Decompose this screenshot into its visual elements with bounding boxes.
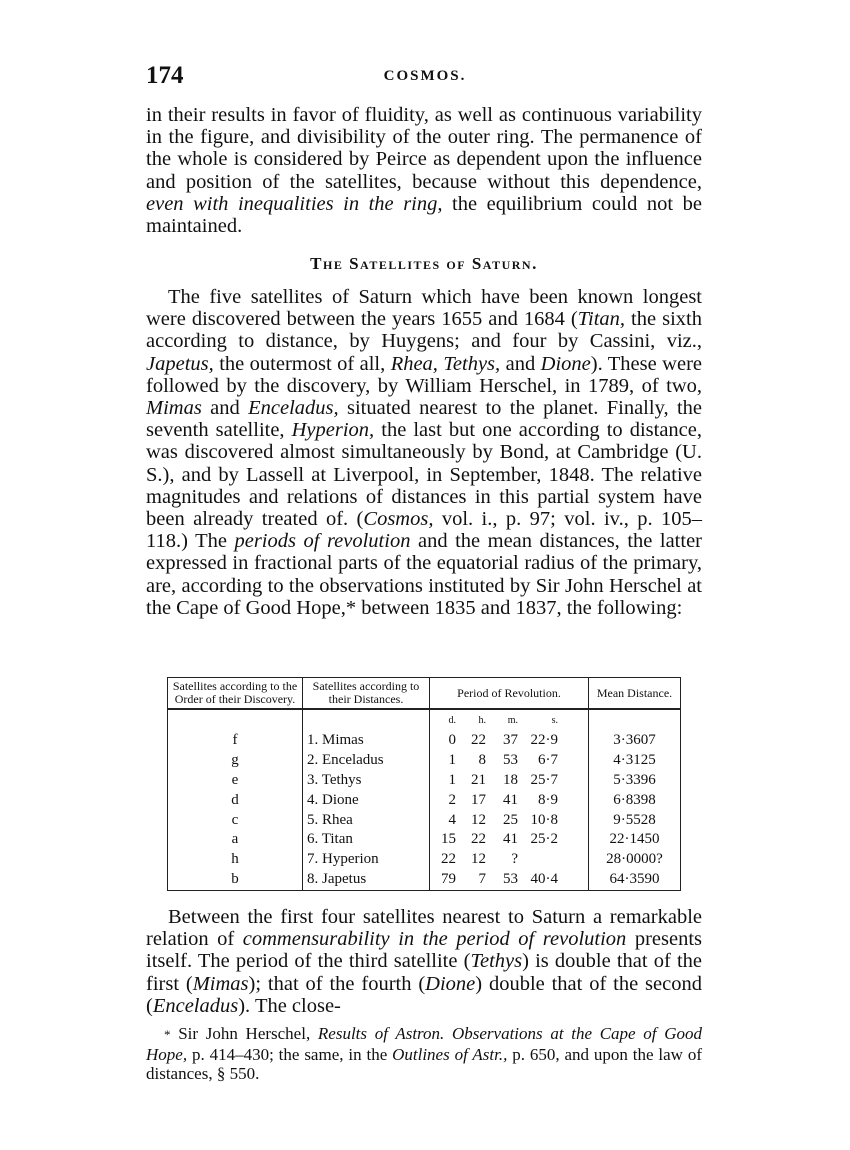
units-row: [168, 709, 681, 730]
table-row: [168, 870, 681, 891]
p3-emphasis: Dione: [425, 972, 476, 995]
table-row: [168, 810, 681, 830]
p2-emphasis: Hyperion,: [291, 419, 375, 442]
footnote-text: p. 414–430; the same, in the: [187, 1044, 393, 1064]
period-minutes: 53: [503, 751, 518, 768]
satellites-table: [167, 677, 681, 891]
satellite-name: 1. Mimas: [303, 730, 430, 750]
p3-emphasis: Mimas: [192, 972, 249, 995]
p2-text: and the mean distances, the latter expressed in fractional parts of the equatorial radius of the primary, are, according to the observations instituted by Sir John Herschel at the Cape of Good Hope,* between 1835 and 1837, the following:: [146, 530, 702, 619]
period-seconds: 8·9: [538, 791, 558, 808]
p2-text: situated nearest to the planet. Finally, the seventh satellite,: [146, 397, 702, 442]
p3-text: ). The close-: [238, 994, 341, 1017]
p3-text: Between the first four satellites nearest to Saturn a remarkable relation of: [146, 906, 702, 951]
period-minutes: 41: [503, 791, 518, 808]
discovery-letter: d: [168, 790, 303, 810]
discovery-letter: b: [168, 870, 303, 891]
mean-distance: 4·3125: [589, 750, 681, 770]
p1-text-1: in their results in favor of fluidity, as well as continuous variability in the figure, and divisibility of the outer ring. The permanence of the whole is considered by Peirce as dependent upon the influence and position of the satellites, because without this dependence,: [146, 104, 702, 193]
discovery-letter: h: [168, 850, 303, 870]
p2-emphasis: Mimas: [146, 397, 202, 420]
period-hours: 12: [471, 851, 486, 868]
unit-minutes: m.: [507, 714, 518, 726]
p2-emphasis: Enceladus,: [248, 397, 339, 420]
footnote-text: Sir John Herschel,: [170, 1024, 318, 1043]
period-minutes: 18: [503, 771, 518, 788]
period-days: 2: [448, 791, 456, 808]
period-cell: [430, 750, 589, 770]
unit-days: d.: [448, 714, 456, 726]
period-cell: [430, 870, 589, 891]
period-hours: 17: [471, 791, 486, 808]
satellites-table-wrapper: [167, 677, 681, 891]
discovery-letter: a: [168, 830, 303, 850]
period-minutes: ?: [511, 851, 518, 868]
period-hours: 12: [471, 811, 486, 828]
period-days: 1: [448, 771, 456, 788]
period-seconds: 25·2: [530, 831, 558, 848]
p2-text: ). These were followed by the discovery, by William Herschel, in 1789, of two,: [146, 352, 702, 397]
p2-emphasis: Japetus,: [146, 352, 214, 375]
discovery-letter: g: [168, 750, 303, 770]
period-minutes: 41: [503, 831, 518, 848]
unit-hours: h.: [478, 714, 486, 726]
paragraph-ring-fluidity: [146, 104, 702, 237]
p2-text: the sixth according to distance, by Huygens; and four by Cassini, viz.,: [146, 308, 702, 353]
table-row: [168, 730, 681, 750]
paragraph-commensurability: [146, 906, 702, 1017]
footnote-emphasis: Outlines of Astr.,: [392, 1044, 508, 1064]
period-days: 15: [441, 831, 456, 848]
p1-emphasis: even with inequalities in the ring,: [146, 192, 443, 215]
period-minutes: 25: [503, 811, 518, 828]
footnote-text: p. 650, and upon the law of distances, § 550.: [146, 1044, 702, 1083]
p2-text: and: [500, 352, 541, 375]
period-seconds: 25·7: [530, 771, 558, 788]
p3-text: ) double that of the second (: [146, 972, 702, 1017]
table-row: [168, 790, 681, 810]
period-hours: 22: [471, 831, 486, 848]
mean-distance: 6·8398: [589, 790, 681, 810]
header-discovery-order: Satellites according to the Order of their Discovery.: [168, 678, 303, 710]
discovery-letter: c: [168, 810, 303, 830]
period-seconds: 10·8: [530, 811, 558, 828]
p3-text: ); that of the fourth (: [248, 972, 426, 995]
section-title: The Satellites of Saturn.: [310, 254, 538, 273]
p2-emphasis: periods of revolution: [234, 530, 411, 553]
satellite-name: 7. Hyperion: [303, 850, 430, 870]
mean-distance: 3·3607: [589, 730, 681, 750]
p2-emphasis: Titan,: [577, 308, 626, 331]
table-row: [168, 850, 681, 870]
header-mean-distance: Mean Distance.: [589, 678, 681, 710]
period-seconds: 6·7: [538, 751, 558, 768]
p3-emphasis: Tethys: [470, 950, 523, 973]
header-distance-order: Satellites according to their Distances.: [303, 678, 430, 710]
p3-emphasis: Enceladus: [152, 994, 239, 1017]
period-minutes: 53: [503, 871, 518, 888]
page-number: 174: [146, 62, 184, 89]
unit-seconds: s.: [551, 714, 558, 726]
table-row: [168, 770, 681, 790]
period-days: 79: [441, 871, 456, 888]
period-cell: [430, 770, 589, 790]
period-seconds: 40·4: [530, 871, 558, 888]
p1-text-2: the equilibrium could not be maintained.: [146, 192, 702, 238]
footnote-emphasis: Results of Astron. Observations at the Cape of Good Hope,: [146, 1024, 702, 1064]
p2-emphasis: Cosmos,: [363, 508, 434, 531]
footnote: [146, 1024, 702, 1084]
satellite-name: 8. Japetus: [303, 870, 430, 891]
paragraph-satellites-discovery: [146, 286, 702, 619]
satellite-name: 3. Tethys: [303, 770, 430, 790]
discovery-letter: e: [168, 770, 303, 790]
period-cell: [430, 850, 589, 870]
period-days: 22: [441, 851, 456, 868]
period-cell: [430, 810, 589, 830]
period-minutes: 37: [503, 731, 518, 748]
satellite-name: 2. Enceladus: [303, 750, 430, 770]
period-hours: 21: [471, 771, 486, 788]
period-days: 0: [448, 731, 456, 748]
table-row: [168, 750, 681, 770]
p3-text: ) is double that of the first (: [146, 950, 702, 995]
period-days: 1: [448, 751, 456, 768]
period-hours: 7: [478, 871, 486, 888]
header-period: Period of Revolution.: [430, 678, 589, 710]
p2-emphasis: Rhea, Tethys,: [390, 352, 501, 375]
period-days: 4: [448, 811, 456, 828]
p2-text: vol. i., p. 97; vol. iv., p. 105–118.) The: [146, 508, 702, 553]
running-head: COSMOS.: [383, 68, 467, 84]
footnote-mark: *: [164, 1027, 171, 1042]
p2-text: and: [201, 397, 249, 420]
satellite-name: 4. Dione: [303, 790, 430, 810]
period-cell: [430, 790, 589, 810]
period-cell: [430, 830, 589, 850]
table-header-row: [168, 678, 681, 710]
period-hours: 8: [478, 751, 486, 768]
mean-distance: 22·1450: [589, 830, 681, 850]
p2-text: The five satellites of Saturn which have been known longest were discovered between the years 1655 and 1684 (: [146, 286, 702, 331]
satellite-name: 5. Rhea: [303, 810, 430, 830]
table-row: [168, 830, 681, 850]
period-cell: [430, 730, 589, 750]
mean-distance: 28·0000?: [589, 850, 681, 870]
mean-distance: 9·5528: [589, 810, 681, 830]
discovery-letter: f: [168, 730, 303, 750]
mean-distance: 5·3396: [589, 770, 681, 790]
p2-emphasis: Dione: [540, 352, 591, 375]
page-header: [146, 62, 704, 92]
period-hours: 22: [471, 731, 486, 748]
p3-text: presents itself. The period of the third satellite (: [146, 928, 702, 973]
satellite-name: 6. Titan: [303, 830, 430, 850]
period-seconds: 22·9: [530, 731, 558, 748]
p3-emphasis: commensurability in the period of revolution: [242, 928, 627, 951]
period-units: [430, 709, 589, 730]
mean-distance: 64·3590: [589, 870, 681, 891]
p2-text: the last but one according to distance, was discovered almost simultaneously by Bond, at Cambridge (U. S.), and by Lassell at Liverpool, in September, 1848. The relative magnitudes and relations of distances in this partial system have been already treated of. (: [146, 419, 702, 531]
p2-text: the outermost of all,: [213, 352, 391, 375]
